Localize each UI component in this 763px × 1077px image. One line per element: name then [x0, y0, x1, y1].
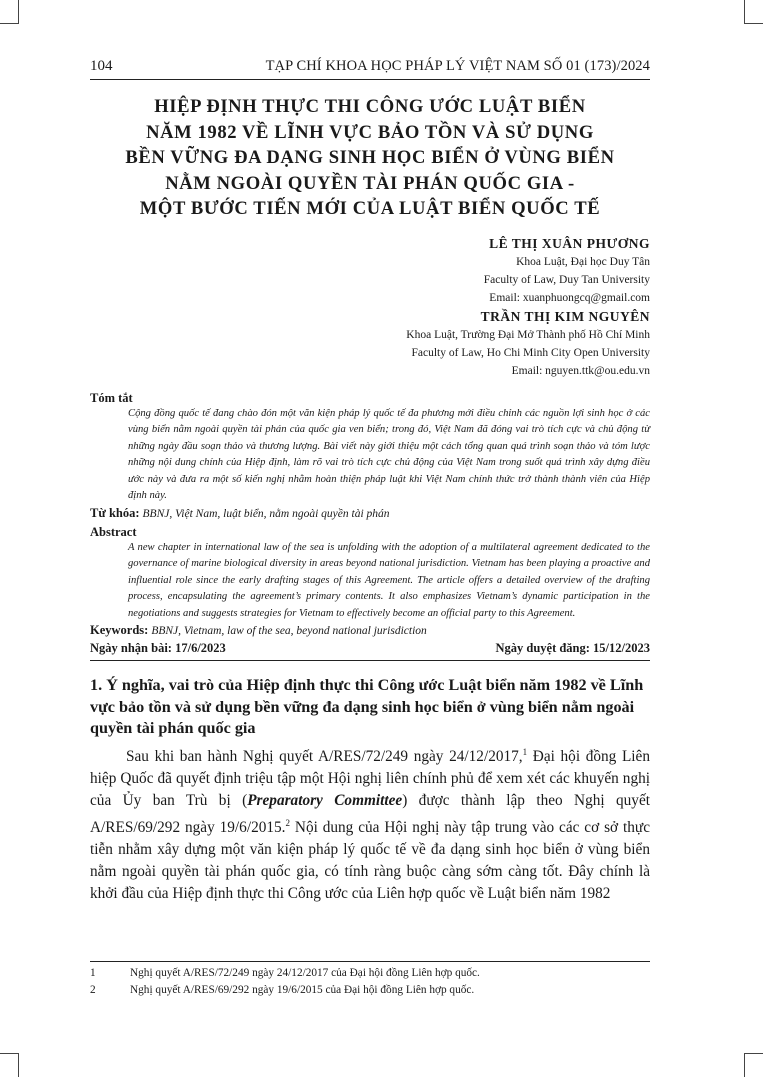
author-email: Email: xuanphuongcq@gmail.com [489, 291, 650, 304]
author-name: LÊ THỊ XUÂN PHƯƠNG [489, 235, 650, 251]
author-affiliation-en: Faculty of Law, Duy Tan University [483, 273, 650, 286]
text-run: Nội dung của Hội nghị này tập trung vào các cơ sở thực tiễn nhằm xây dựng một văn kiện pháp lý quốc tế về đa dạng sinh học biển ở vùng biển nằm ngoài quyền tài phán quốc gia, có tính ràng buộc càng sớm càng tốt. Đây chính là khởi đầu của Hiệp định thực thi Công ước của Liên hợp quốc về Luật biển năm 1982 [90, 818, 651, 902]
footnote-number: 1 [90, 967, 96, 979]
journal-page [90, 58, 650, 905]
running-header [90, 58, 650, 80]
keywords-vi-label: Từ khóa: [90, 505, 140, 520]
author-affiliation-vi: Khoa Luật, Trường Đại Mở Thành phố Hồ Chí Minh [406, 328, 650, 341]
title-line: NĂM 1982 VỀ LĨNH VỰC BẢO TỒN VÀ SỬ DỤNG [146, 121, 594, 143]
text-run: ) được thành lập theo Nghị quyết A/RES/69/292 ngày 19/6/2015. [90, 791, 650, 836]
keywords-vi [90, 505, 650, 522]
journal-title: TẠP CHÍ KHOA HỌC PHÁP LÝ VIỆT NAM SỐ 01 (173)/2024 [265, 58, 650, 74]
author-email: Email: nguyen.ttk@ou.edu.vn [511, 364, 650, 377]
keywords-en-values: BBNJ, Vietnam, law of the sea, beyond national jurisdiction [151, 625, 427, 637]
title-line: BỀN VỮNG ĐA DẠNG SINH HỌC BIỂN Ở VÙNG BIỂN [125, 147, 615, 168]
text-run: Sau khi ban hành Nghị quyết A/RES/72/249 ngày 24/12/2017, [126, 747, 523, 765]
summary-vi-label: Tóm tắt [90, 390, 133, 405]
author-affiliation-vi: Khoa Luật, Đại học Duy Tân [516, 255, 650, 268]
author-2 [90, 307, 650, 380]
footnote-2 [90, 982, 650, 999]
footnote-number: 2 [90, 984, 96, 996]
keywords-en-label: Keywords: [90, 623, 149, 637]
footnote-ref-2[interactable]: 2 [285, 817, 290, 828]
author-affiliation-en: Faculty of Law, Ho Chi Minh City Open University [411, 346, 650, 359]
page-number: 104 [90, 58, 113, 74]
abstract-en-label: Abstract [90, 524, 137, 539]
article-dates [90, 640, 650, 661]
footnotes [90, 961, 650, 999]
keywords-en [90, 622, 650, 639]
date-received: Ngày nhận bài: 17/6/2023 [90, 641, 226, 655]
term-italic: Preparatory Committee [247, 791, 403, 809]
title-line: HIỆP ĐỊNH THỰC THI CÔNG ƯỚC LUẬT BIỂN [154, 96, 586, 117]
footnote-text: Nghị quyết A/RES/69/292 ngày 19/6/2015 của Đại hội đồng Liên hợp quốc. [130, 984, 475, 996]
article-title [90, 94, 650, 222]
text-run: Đại hội đồng Liên hiệp Quốc đã quyết định triệu tập một Hội nghị liên chính phủ để xem xét các khuyến nghị của Ủy ban Trù bị ( [90, 747, 650, 809]
date-accepted: Ngày duyệt đăng: 15/12/2023 [495, 641, 650, 655]
author-1 [90, 234, 650, 307]
title-line: MỘT BƯỚC TIẾN MỚI CỦA LUẬT BIỂN QUỐC TẾ [139, 198, 601, 219]
author-name: TRẦN THỊ KIM NGUYÊN [480, 308, 650, 324]
summary-vi-text: Cộng đồng quốc tế đang chào đón một văn kiện pháp lý quốc tế đa phương mới điều chỉnh các nguồn lợi sinh học ở các vùng biển nằm ngoài quyền tài phán của quốc gia ven biển; trong đó, Việt Nam đã đóng vai trò tích cực và chủ động từ những ngày đầu soạn thảo và thương lượng. Bài viết này giới thiệu một cách tổng quan quá trình soạn thảo và tóm lược những nội dung chính của Hiệp định, làm rõ vai trò tích cực chủ động của Việt Nam trong suốt quá trình xây dựng điều ước này và đưa ra một số kiến nghị nhằm hoàn thiện pháp luật khi Việt Nam chính thức trở thành thành viên của Hiệp định này. [128, 407, 650, 501]
footnote-ref-1[interactable]: 1 [522, 746, 528, 757]
footnote-text: Nghị quyết A/RES/72/249 ngày 24/12/2017 của Đại hội đồng Liên hợp quốc. [130, 967, 480, 979]
footnote-1 [90, 965, 650, 982]
keywords-vi-values: BBNJ, Việt Nam, luật biển, nằm ngoài quyền tài phán [142, 507, 390, 520]
section-1-paragraph [90, 741, 650, 905]
title-line: NẰM NGOÀI QUYỀN TÀI PHÁN QUỐC GIA - [165, 172, 575, 194]
abstract-en-text: A new chapter in international law of the sea is unfolding with the adoption of a multilateral agreement dedicated to the governance of marine biological diversity in areas beyond national jurisdiction. Vietnam has been playing a proactive and influential role since the early drafting stages of this Agreement. The article offers a detailed overview of the drafting process, encapsulating the agreement’s primary contents. It also emphasizes Vietnam’s dynamic participation in the negotiations and suggests strategies for Vietnam to effectively become an official party to this Agreement. [128, 541, 650, 619]
section-1-heading: 1. Ý nghĩa, vai trò của Hiệp định thực thi Công ước Luật biển năm 1982 về Lĩnh vực bảo tồn và sử dụng bền vững đa dạng sinh học biển ở vùng biển nằm ngoài quyền tài phán quốc gia [90, 676, 644, 737]
